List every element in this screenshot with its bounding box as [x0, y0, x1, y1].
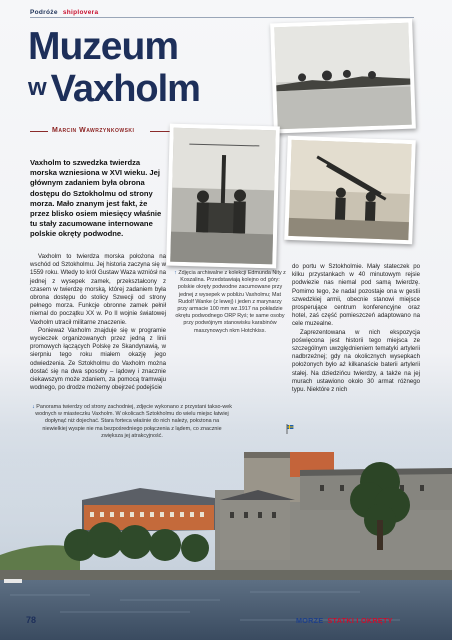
brand-part-2: STATKI I OKRĘTY [327, 616, 393, 625]
subsection-name: shiplovera [62, 9, 99, 16]
brand-part-1: MORZE [296, 616, 324, 625]
section-tag [30, 9, 98, 16]
arrow-up-icon: ↑ [174, 270, 177, 276]
caption-text: Zdjęcia archiwalne z kolekcji Edmunda Nity z Koszalina. Przedstawiają kolejno od góry: polskie okręty podwodne zacumowane przy jednej z wysepek w pobliżu Vaxholmu; Mat Rudolf Wanke (z lewej) i jeden z marynarzy przy armacie 100 mm wz.1917 na pokładzie okrętu podwodnego ORP Ryś; te same osoby przy podwójnym stanowisku karabinów maszynowych nkm Hotchkiss. [175, 270, 286, 334]
title-place: Vaxholm [50, 68, 200, 110]
caption-text: Panorama twierdzy od strony zachodniej, zdjęcie wykonano z przystani takso-wek wodnych w miasteczku Vaxholm. W okolicach Sztokholmu do wielu miejsc łatwiej dopłynąć niż dojechać. Stara forteca właśnie do nich należy, położona na niewielkiej wyspie nie ma bezpośredniego połączenia z lądem, co znacznie zwiększa jej atrakcyjność. [35, 404, 232, 439]
magazine-brand [296, 616, 393, 625]
body-paragraph: Vaxholm to twierdza morska położona na wschód od Sztokholmu. Jej historia zaczyna się w 1559 roku. Wtedy to król Gustaw Waza wzniósł na jednej z wysepek zamek, przekształcony z czasem w twierdzę morską, której zadaniem była obrona dostępu do stolicy Szwecji od strony pełnego morza. Funkcje obronne zamek pełnił niemal do początku XX w. Po II wojnie światowej Vaxholm utracił militarne znaczenie. [30, 253, 166, 326]
header-divider [30, 17, 414, 18]
body-column-right [292, 263, 420, 394]
article-title-line1: Muzeum [28, 25, 178, 68]
arrow-down-icon: ↓ [32, 404, 35, 410]
author-rule-left [30, 131, 48, 132]
page-number: 78 [26, 615, 37, 625]
section-name: Podróże [30, 9, 58, 16]
lead-paragraph: Vaxholm to szwedzka twierdza morska wzniesiona w XVI wieku. Jej głównym zadaniem była obrona dostępu do Sztokholmu od strony morza. Mało znanym jest fakt, że przez blisko osiem miesięcy właśnie tu stały zacumowane internowane polskie okręty podwodne. [30, 158, 162, 239]
title-prefix: w [28, 74, 47, 101]
article-title-line2 [28, 70, 200, 108]
author-name: Marcin Wawrzynkowski [52, 127, 135, 134]
author-rule-right [150, 131, 170, 132]
photo-gun-crew [166, 124, 280, 269]
photo-caption-archive [174, 270, 286, 335]
photo-machine-gun-post [284, 136, 416, 244]
photo-caption-panorama [32, 404, 232, 440]
body-paragraph: do portu w Sztokholmie. Mały stateczek po kilku przystankach w 40 minutowym rejsie podwiezie nas niemal pod samą twierdzę. Pomimo tego, że nadal pozostaje ona w gestii szwedzkiej armii, obecnie stanowi miejsce prosperujące centrum konferencyjne oraz hotel, zaś część pomieszczeń adaptowano na cele muzealne. [292, 263, 420, 328]
swedish-flag-icon [286, 424, 294, 434]
body-column-left [30, 253, 166, 392]
body-paragraph: Ponieważ Vaxholm znajduje się w programie wycieczek organizowanych przez jedną z linii promowych łączących Polskę ze Skandynawią, w sierpniu tego roku miałem okazję jego odwiedzenia. Ze Sztokholmu do Vaxholm można dostać się na dwa sposoby – lądowy i znacznie ciekawszym może zdaniem, za pomocą tramwaju wodnego, po drodze możemy obejrzeć podejście [30, 326, 166, 392]
body-paragraph: Zaprezentowana w nich ekspozycja poświęcona jest historii tego miejsca ze szczególnym uwzględnieniem tematyki artylerii nadbrzeżnej; gdy na okolicznych wysepkach położonych było aż kilkanaście baterii artylerii stałej. Na dziedzińcu twierdzy, a także na jej murach ustawiono około 30 armat różnego typu. Niektóre z nich [292, 328, 420, 394]
photo-submarines-moored [270, 19, 416, 134]
